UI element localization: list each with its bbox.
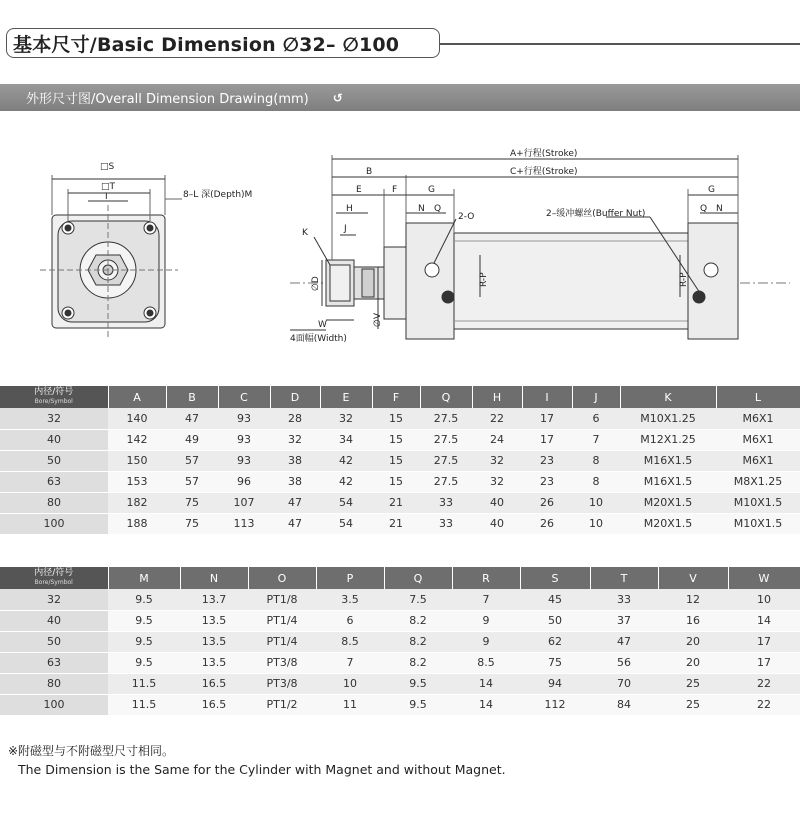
bore-cell: 40 [0, 429, 108, 450]
table-cell: 47 [590, 631, 658, 652]
table-row [0, 408, 800, 429]
table-cell: M16X1.5 [620, 471, 716, 492]
dimension-table-1 [0, 386, 800, 535]
section-title: 外形尺寸图/Overall Dimension Drawing(mm) [26, 92, 309, 107]
table-cell: 54 [320, 492, 372, 513]
table-cell: 42 [320, 450, 372, 471]
table-cell: 45 [520, 589, 590, 610]
bore-cell: 40 [0, 610, 108, 631]
table-cell: 15 [372, 471, 420, 492]
table-cell: 75 [166, 492, 218, 513]
bore-cell: 80 [0, 492, 108, 513]
bore-header: 内径/符号 Bore/Symbol [0, 567, 108, 589]
table-cell: 47 [166, 408, 218, 429]
column-header: W [728, 567, 800, 589]
table-cell: 96 [218, 471, 270, 492]
table-cell: 12 [658, 589, 728, 610]
title-rule [440, 43, 800, 45]
table-cell: 33 [420, 492, 472, 513]
table-cell: M16X1.5 [620, 450, 716, 471]
table-cell: 9.5 [108, 610, 180, 631]
table-cell: 17 [522, 429, 572, 450]
table-row [0, 513, 800, 534]
table-cell: 32 [270, 429, 320, 450]
label-depth-m: 8–L 深(Depth)M [183, 190, 253, 200]
table-cell: 182 [108, 492, 166, 513]
table-cell: 47 [270, 513, 320, 534]
table-cell: 17 [728, 631, 800, 652]
note-cn: ※附磁型与不附磁型尺寸相同。 [8, 744, 175, 758]
table-cell: 32 [472, 471, 522, 492]
table-cell: 20 [658, 652, 728, 673]
column-header: Q [420, 386, 472, 408]
table-cell: 9.5 [384, 673, 452, 694]
column-header: R [452, 567, 520, 589]
table-row [0, 450, 800, 471]
table-cell: PT3/8 [248, 652, 316, 673]
table-cell: 22 [472, 408, 522, 429]
label-c-stroke: C+行程(Stroke) [510, 167, 578, 177]
table-header-row [0, 567, 800, 589]
table-cell: 8.2 [384, 631, 452, 652]
table-cell: 84 [590, 694, 658, 715]
table-cell: 27.5 [420, 429, 472, 450]
label-e: E [356, 185, 362, 195]
table-cell: M10X1.5 [716, 513, 800, 534]
label-k: K [302, 228, 308, 238]
table-cell: 94 [520, 673, 590, 694]
table-cell: 21 [372, 513, 420, 534]
table-cell: 34 [320, 429, 372, 450]
table-cell: 32 [472, 450, 522, 471]
rear-cover-side [688, 223, 738, 339]
refresh-icon: ↺ [332, 90, 343, 105]
table-cell: M6X1 [716, 450, 800, 471]
table-cell: 16 [658, 610, 728, 631]
table-cell: 7.5 [384, 589, 452, 610]
table-cell: 22 [728, 673, 800, 694]
table-cell: 33 [420, 513, 472, 534]
label-f: F [392, 185, 398, 195]
label-rp-left: R-P [479, 272, 489, 287]
cylinder-tube [454, 233, 688, 329]
table-cell: 22 [728, 694, 800, 715]
label-n: N [418, 204, 425, 214]
table-row [0, 673, 800, 694]
table-cell: 140 [108, 408, 166, 429]
table-cell: 8 [572, 471, 620, 492]
table-cell: 15 [372, 408, 420, 429]
table-cell: 70 [590, 673, 658, 694]
column-header: P [316, 567, 384, 589]
table-cell: 8 [572, 450, 620, 471]
table-cell: PT1/4 [248, 631, 316, 652]
table-row [0, 429, 800, 450]
table-cell: 16.5 [180, 694, 248, 715]
table-cell: 10 [572, 513, 620, 534]
table-cell: 21 [372, 492, 420, 513]
table-cell: 188 [108, 513, 166, 534]
table-cell: 10 [316, 673, 384, 694]
section-header [0, 84, 800, 111]
label-w: W [318, 320, 327, 330]
label-n-right: N [716, 204, 723, 214]
label-g-right: G [708, 185, 715, 195]
table-cell: 54 [320, 513, 372, 534]
table-cell: 13.7 [180, 589, 248, 610]
table-cell: 13.5 [180, 610, 248, 631]
table-row [0, 694, 800, 715]
table-cell: 10 [572, 492, 620, 513]
column-header: O [248, 567, 316, 589]
table-cell: M12X1.25 [620, 429, 716, 450]
table-cell: 112 [520, 694, 590, 715]
table-cell: PT1/8 [248, 589, 316, 610]
table-body [0, 408, 800, 534]
table-cell: 25 [658, 694, 728, 715]
label-q-right: Q [700, 204, 708, 214]
table-cell: M20X1.5 [620, 513, 716, 534]
label-phi-v: ∅V [373, 313, 383, 327]
label-t: □T [101, 182, 116, 192]
table-row [0, 631, 800, 652]
table-cell: 6 [572, 408, 620, 429]
table-row [0, 492, 800, 513]
label-j: J [344, 224, 347, 234]
bore-cell: 63 [0, 471, 108, 492]
table-cell: 26 [522, 513, 572, 534]
table-cell: 13.5 [180, 652, 248, 673]
table-cell: 11.5 [108, 694, 180, 715]
table-cell: 3.5 [316, 589, 384, 610]
table-cell: 142 [108, 429, 166, 450]
table-cell: 10 [728, 589, 800, 610]
table-cell: 8.5 [316, 631, 384, 652]
table-cell: 47 [270, 492, 320, 513]
label-width: 4面幅(Width) [290, 334, 347, 344]
table-cell: 14 [728, 610, 800, 631]
table-cell: 93 [218, 408, 270, 429]
table-cell: 107 [218, 492, 270, 513]
table-cell: M10X1.5 [716, 492, 800, 513]
table-cell: 26 [522, 492, 572, 513]
label-h: H [346, 204, 353, 214]
table-cell: 15 [372, 450, 420, 471]
bore-cell: 80 [0, 673, 108, 694]
table-cell: PT1/2 [248, 694, 316, 715]
table-cell: 93 [218, 429, 270, 450]
table-cell: 62 [520, 631, 590, 652]
column-header: F [372, 386, 420, 408]
table-cell: 8.2 [384, 652, 452, 673]
column-header: M [108, 567, 180, 589]
table-cell: PT3/8 [248, 673, 316, 694]
label-q-left: Q [434, 204, 442, 214]
label-buffer-nut: 2–缓冲螺丝(Buffer Nut) [546, 209, 646, 219]
table-cell: 9 [452, 610, 520, 631]
table-cell: 9.5 [108, 631, 180, 652]
column-header: H [472, 386, 522, 408]
front-cover-side [406, 223, 454, 339]
column-header: L [716, 386, 800, 408]
table-cell: 14 [452, 673, 520, 694]
column-header: Q [384, 567, 452, 589]
note-en: The Dimension is the Same for the Cylinder with Magnet and without Magnet. [18, 762, 506, 777]
table-cell: 28 [270, 408, 320, 429]
bore-cell: 100 [0, 694, 108, 715]
page-title: 基本尺寸/Basic Dimension ∅32– ∅100 [13, 33, 400, 56]
table-cell: 38 [270, 471, 320, 492]
table-cell: 49 [166, 429, 218, 450]
column-header: N [180, 567, 248, 589]
label-a-stroke: A+行程(Stroke) [510, 149, 578, 159]
label-s: □S [100, 162, 115, 172]
table-cell: 11.5 [108, 673, 180, 694]
table-cell: 25 [658, 673, 728, 694]
bore-cell: 50 [0, 631, 108, 652]
table-cell: 42 [320, 471, 372, 492]
table-cell: 17 [522, 408, 572, 429]
dimension-table-2 [0, 567, 800, 716]
dimension-drawing [0, 115, 800, 385]
table-cell: 17 [728, 652, 800, 673]
column-header: V [658, 567, 728, 589]
table-cell: 8.2 [384, 610, 452, 631]
table-cell: 113 [218, 513, 270, 534]
table-cell: 20 [658, 631, 728, 652]
table-cell: 13.5 [180, 631, 248, 652]
table-body [0, 589, 800, 715]
table-cell: 16.5 [180, 673, 248, 694]
label-phi-d: ∅D [311, 276, 321, 291]
bore-cell: 32 [0, 408, 108, 429]
table-cell: 75 [166, 513, 218, 534]
bore-cell: 63 [0, 652, 108, 673]
table-cell: 8.5 [452, 652, 520, 673]
table-cell: 7 [452, 589, 520, 610]
column-header: K [620, 386, 716, 408]
column-header: S [520, 567, 590, 589]
bore-cell: 50 [0, 450, 108, 471]
table-cell: M8X1.25 [716, 471, 800, 492]
table-cell: 37 [590, 610, 658, 631]
column-header: B [166, 386, 218, 408]
table-cell: 9.5 [384, 694, 452, 715]
table-cell: 24 [472, 429, 522, 450]
table-cell: 56 [590, 652, 658, 673]
table-row [0, 610, 800, 631]
table-cell: 15 [372, 429, 420, 450]
table-row [0, 652, 800, 673]
table-cell: 153 [108, 471, 166, 492]
table-cell: 9.5 [108, 652, 180, 673]
table-cell: 9.5 [108, 589, 180, 610]
table-cell: 33 [590, 589, 658, 610]
table-cell: 93 [218, 450, 270, 471]
column-header: I [522, 386, 572, 408]
table-cell: 7 [572, 429, 620, 450]
table-row [0, 589, 800, 610]
table-cell: 23 [522, 450, 572, 471]
table-header-row [0, 386, 800, 408]
table-cell: 150 [108, 450, 166, 471]
table-cell: 23 [522, 471, 572, 492]
table-cell: 57 [166, 450, 218, 471]
table-cell: M6X1 [716, 429, 800, 450]
label-rp-right: R-P [679, 272, 689, 287]
column-header: D [270, 386, 320, 408]
column-header: T [590, 567, 658, 589]
bore-cell: 100 [0, 513, 108, 534]
bore-header: 内径/符号 Bore/Symbol [0, 386, 108, 408]
table-cell: 14 [452, 694, 520, 715]
table-cell: 38 [270, 450, 320, 471]
column-header: E [320, 386, 372, 408]
table-cell: 57 [166, 471, 218, 492]
column-header: C [218, 386, 270, 408]
label-g-left: G [428, 185, 435, 195]
label-i: I [105, 192, 108, 202]
table-cell: 27.5 [420, 471, 472, 492]
table-row [0, 471, 800, 492]
table-cell: 6 [316, 610, 384, 631]
table-cell: M20X1.5 [620, 492, 716, 513]
table-cell: M6X1 [716, 408, 800, 429]
label-b: B [366, 167, 373, 177]
column-header: J [572, 386, 620, 408]
table-cell: 75 [520, 652, 590, 673]
table-cell: M10X1.25 [620, 408, 716, 429]
table-cell: 50 [520, 610, 590, 631]
table-cell: PT1/4 [248, 610, 316, 631]
table-cell: 7 [316, 652, 384, 673]
table-cell: 40 [472, 492, 522, 513]
table-cell: 32 [320, 408, 372, 429]
table-cell: 11 [316, 694, 384, 715]
table-cell: 27.5 [420, 450, 472, 471]
column-header: A [108, 386, 166, 408]
page-title-box [6, 28, 440, 58]
label-2-o: 2-O [458, 212, 475, 222]
table-cell: 9 [452, 631, 520, 652]
table-cell: 40 [472, 513, 522, 534]
bore-cell: 32 [0, 589, 108, 610]
table-cell: 27.5 [420, 408, 472, 429]
